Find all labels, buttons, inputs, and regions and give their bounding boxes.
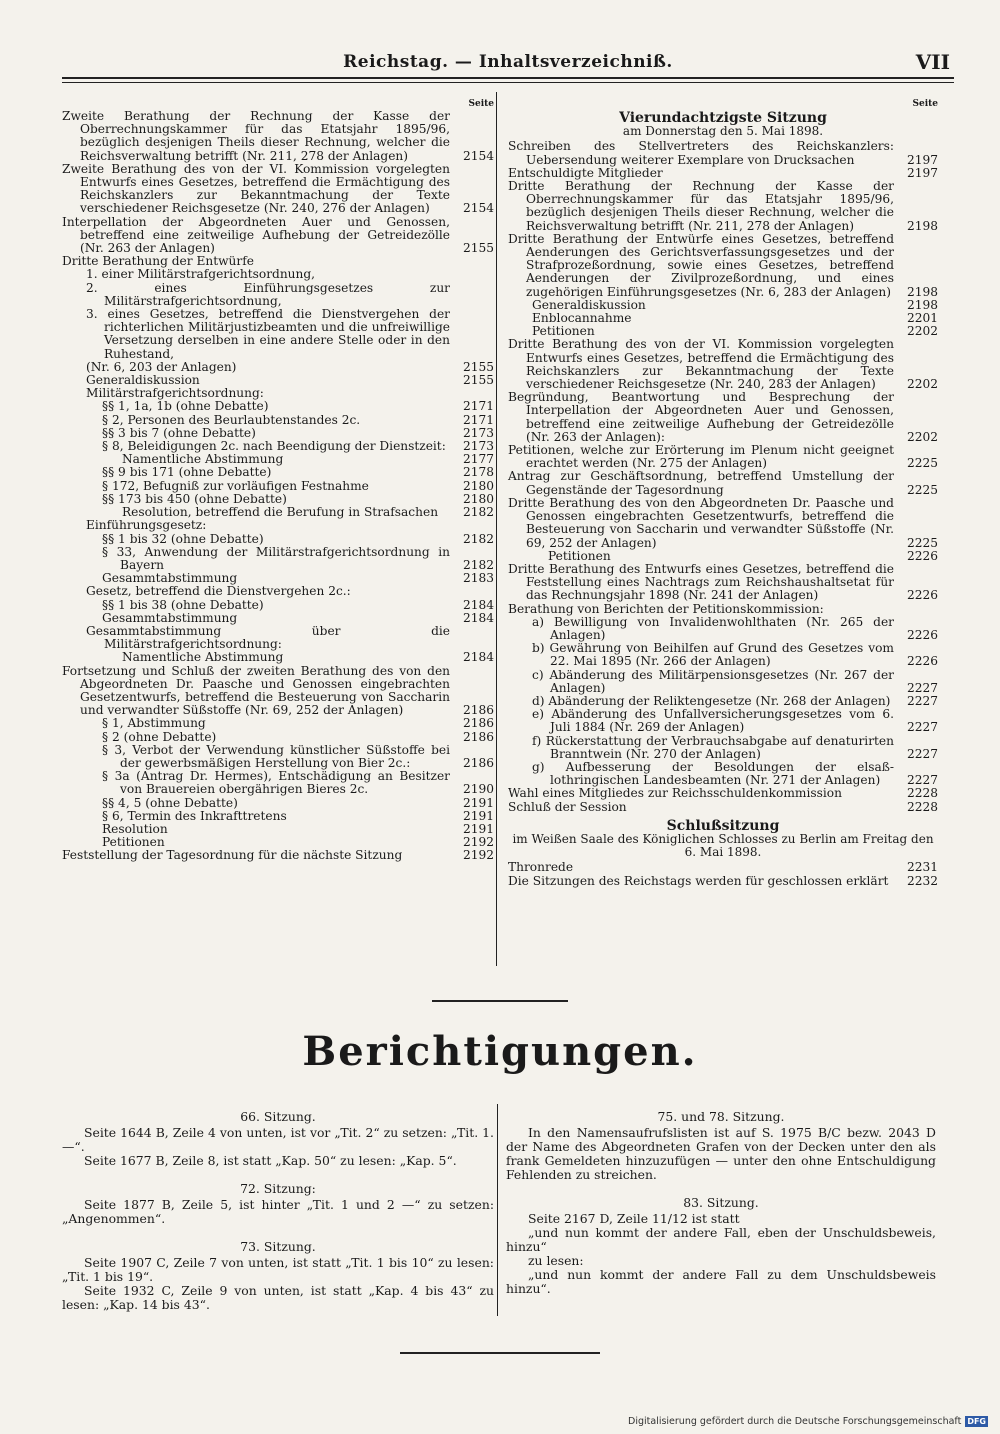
toc-entry-text: Schluß der Session	[508, 799, 627, 814]
toc-page-number: 2186	[462, 716, 494, 731]
seite-label: Seite	[912, 99, 938, 109]
toc-left-list	[62, 110, 494, 863]
corrections-right	[506, 1108, 936, 1296]
correction-session-heading: 75. und 78. Sitzung.	[657, 1109, 785, 1124]
toc-page-number: 2228	[906, 799, 938, 814]
toc-entry	[62, 400, 494, 413]
toc-page-number: 2228	[906, 786, 938, 801]
toc-page-number: 2173	[462, 439, 494, 454]
spacer	[62, 1168, 494, 1180]
toc-entry-text: Namentliche Abstimmung	[122, 650, 284, 665]
correction-text: Seite 1644 B, Zeile 4 von unten, ist vor „Tit. 2“ zu setzen: „Tit. 1.—“.	[62, 1125, 494, 1154]
toc-entry	[62, 414, 494, 427]
toc-page-number: 2198	[906, 284, 938, 299]
toc-page-number: 2198	[906, 297, 938, 312]
section-date: im Weißen Saale des Königlichen Schlosses zu Berlin am Freitag den 6. Mai 1898.	[512, 831, 934, 860]
toc-entry-text: § 2 (ohne Debatte)	[102, 729, 217, 744]
correction-text: Seite 1677 B, Zeile 8, ist statt „Kap. 50“ zu lesen: „Kap. 5“.	[84, 1153, 457, 1168]
toc-page-number: 2183	[462, 571, 494, 586]
toc-entry-text: Resolution	[102, 821, 168, 836]
toc-entry-text: § 1, Abstimmung	[102, 716, 206, 731]
toc-entry	[508, 669, 938, 695]
toc-entry-text: d) Abänderung der Reliktengesetze (Nr. 268 der Anlagen)	[532, 693, 891, 708]
toc-page-number: 2227	[906, 693, 938, 708]
column-divider	[497, 1104, 498, 1316]
toc-page-number: 2186	[462, 703, 494, 718]
toc-page-number: 2226	[906, 548, 938, 563]
toc-entry-text: Wahl eines Mitgliedes zur Reichsschuldenkommission	[508, 786, 842, 801]
end-rule	[400, 1352, 600, 1354]
toc-entry-text: Entschuldigte Mitglieder	[508, 165, 663, 180]
corrections-left	[62, 1108, 494, 1312]
footer	[628, 1416, 988, 1427]
toc-entry-text: Generaldiskussion	[532, 297, 646, 312]
page-number: VII	[915, 50, 950, 74]
toc-page-number: 2182	[462, 557, 494, 572]
toc-entry-text: Petitionen	[102, 835, 165, 850]
toc-entry-text: c) Abänderung des Militärpensionsgesetzes (Nr. 267 der Anlagen)	[532, 667, 894, 695]
toc-entry	[62, 651, 494, 664]
toc-entry-text: Dritte Berathung des von der VI. Kommission vorgelegten Entwurfs eines Gesetzes, betreffend die Ermächtigung des Reichskanzlers zur Bekanntmachung der Texte verschiedener Reichsgesetze (Nr. 240, 283 der Anlagen)	[508, 337, 894, 392]
correction-text: Seite 2167 D, Zeile 11/12 ist statt	[528, 1211, 740, 1226]
toc-entry	[508, 603, 938, 616]
toc-entry	[508, 801, 938, 814]
toc-page-number: 2202	[906, 429, 938, 444]
toc-entry	[508, 391, 938, 444]
toc-entry-text: Dritte Berathung der Entwürfe	[62, 254, 254, 269]
toc-page-number: 2186	[462, 729, 494, 744]
toc-left-column	[62, 98, 494, 863]
section-title: Vierundachtzigste Sitzung	[619, 110, 827, 126]
toc-page-number: 2225	[906, 535, 938, 550]
toc-entry-text: Generaldiskussion	[86, 373, 200, 388]
toc-entry	[508, 563, 938, 603]
toc-entry	[62, 599, 494, 612]
toc-entry-text: §§ 3 bis 7 (ohne Debatte)	[102, 425, 256, 440]
toc-page-number: 2173	[462, 425, 494, 440]
toc-page-number: 2190	[462, 782, 494, 797]
toc-entry	[62, 282, 494, 308]
header-rule-thin	[62, 82, 954, 83]
toc-page-number: 2226	[906, 627, 938, 642]
toc-entry-text: g) Aufbesserung der Besoldungen der elsaß-lothringischen Landesbeamten (Nr. 271 der Anlagen)	[532, 759, 894, 788]
toc-page-number: 2191	[462, 808, 494, 823]
toc-page-number: 2154	[462, 148, 494, 163]
toc-entry	[62, 585, 494, 598]
toc-page-number: 2155	[462, 373, 494, 388]
correction-session-heading: 72. Sitzung:	[240, 1181, 316, 1196]
toc-right-list	[508, 140, 938, 813]
toc-page-number: 2202	[906, 324, 938, 339]
toc-page-number: 2154	[462, 201, 494, 216]
toc-entry	[62, 612, 494, 625]
toc-entry-text: Namentliche Abstimmung	[122, 452, 284, 467]
toc-entry-text: Thronrede	[508, 860, 574, 875]
toc-page-number: 2155	[462, 359, 494, 374]
toc-page-number: 2177	[462, 452, 494, 467]
toc-page-number: 2192	[462, 848, 494, 863]
toc-page-number: 2225	[906, 482, 938, 497]
spacer	[506, 1182, 936, 1194]
spacer	[62, 1226, 494, 1238]
toc-entry-text: § 6, Termin des Inkrafttretens	[102, 808, 287, 823]
correction-text: „und nun kommt der andere Fall zu dem Unschuldsbeweis hinzu“.	[506, 1267, 936, 1296]
toc-entry	[62, 665, 494, 718]
toc-entry-text: §§ 4, 5 (ohne Debatte)	[102, 795, 238, 810]
toc-entry-text: §§ 1 bis 38 (ohne Debatte)	[102, 597, 264, 612]
toc-entry	[62, 533, 494, 546]
corrections-title: Berichtigungen.	[302, 1028, 698, 1075]
toc-page-number: 2178	[462, 465, 494, 480]
toc-entry	[62, 770, 494, 796]
section-title: Schlußsitzung	[666, 817, 780, 834]
correction-text: „und nun kommt der andere Fall, eben der Unschuldsbeweis, hinzu“	[506, 1225, 936, 1254]
toc-entry	[62, 744, 494, 770]
toc-entry	[508, 444, 938, 470]
toc-entry-text: Gesammtabstimmung	[102, 610, 238, 625]
toc-entry	[508, 875, 938, 888]
toc-page-number: 2201	[906, 311, 938, 326]
correction-text: In den Namensaufrufslisten ist auf S. 1975 B/C bezw. 2043 D der Name des Abgeordneten Grafen von der Decken unter den als frank Gemeldeten hinzuzufügen — unter den ohne Entschuldigung Fehlenden zu streichen.	[506, 1125, 936, 1182]
correction-session-heading: 83. Sitzung.	[683, 1195, 759, 1210]
toc-entry	[508, 616, 938, 642]
toc-entry	[62, 466, 494, 479]
toc-page-number: 2182	[462, 505, 494, 520]
toc-entry	[62, 625, 494, 651]
toc-entry-text: §§ 173 bis 450 (ohne Debatte)	[102, 491, 287, 506]
correction-text: zu lesen:	[528, 1253, 584, 1268]
toc-entry-text: § 3, Verbot der Verwendung künstlicher Süßstoffe bei der gewerbsmäßigen Herstellung von Bier 2c.:	[102, 742, 450, 770]
toc-entry-text: Interpellation der Abgeordneten Auer und Genossen, betreffend eine zeitweilige Aufhebung der Getreidezölle (Nr. 263 der Anlagen)	[62, 214, 450, 256]
toc-entry	[508, 861, 938, 874]
header-title: Reichstag. — Inhaltsverzeichniß.	[343, 52, 673, 72]
toc-entry	[508, 761, 938, 787]
toc-entry	[508, 708, 938, 734]
toc-entry	[62, 216, 494, 256]
toc-entry	[508, 338, 938, 391]
toc-entry-text: Antrag zur Geschäftsordnung, betreffend Umstellung der Gegenstände der Tagesordnung	[508, 469, 894, 497]
dfg-logo: DFG	[967, 1417, 986, 1426]
toc-page-number: 2197	[906, 165, 938, 180]
toc-entry	[508, 735, 938, 761]
correction-text: Seite 1907 C, Zeile 7 von unten, ist statt „Tit. 1 bis 10“ zu lesen: „Tit. 1 bis 19“.	[62, 1255, 494, 1284]
toc-entry-text: § 2, Personen des Beurlaubtenstandes 2c.	[102, 412, 361, 427]
correction-text: Seite 1932 C, Zeile 9 von unten, ist statt „Kap. 4 bis 43“ zu lesen: „Kap. 14 bis 43“.	[62, 1283, 494, 1312]
toc-entry	[62, 546, 494, 572]
toc-entry-text: e) Abänderung des Unfallversicherungsgesetzes vom 6. Juli 1884 (Nr. 269 der Anlagen)	[532, 707, 894, 735]
toc-page-number: 2171	[462, 399, 494, 414]
toc-entry-text: Enblocannahme	[532, 311, 632, 326]
toc-entry-text: Einführungsgesetz:	[86, 518, 207, 533]
toc-entry-text: § 33, Anwendung der Militärstrafgerichtsordnung in Bayern	[102, 544, 450, 572]
toc-entry	[508, 550, 938, 563]
toc-page-number: 2192	[462, 835, 494, 850]
correction-session-heading: 73. Sitzung.	[240, 1239, 316, 1254]
toc-entry	[508, 642, 938, 668]
toc-entry-text: §§ 1 bis 32 (ohne Debatte)	[102, 531, 264, 546]
toc-entry-text: Die Sitzungen des Reichstags werden für geschlossen erklärt	[508, 873, 889, 888]
toc-page-number: 2227	[906, 773, 938, 788]
toc-entry-text: Militärstrafgerichtsordnung:	[86, 386, 264, 401]
toc-entry	[62, 268, 494, 281]
toc-entry-text: Fortsetzung und Schluß der zweiten Berathung des von den Abgeordneten Dr. Paasche und Genossen eingebrachten Gesetzentwurfs, betreffend die Besteuerung von Saccharin und verwandter Süßstoffe (Nr. 69, 252 der Anlagen)	[62, 663, 450, 718]
toc-entry-text: Petitionen	[532, 324, 595, 339]
toc-entry	[62, 731, 494, 744]
toc-right-list-closing	[508, 861, 938, 887]
toc-page-number: 2226	[906, 654, 938, 669]
toc-entry	[508, 787, 938, 800]
toc-page-number: 2198	[906, 218, 938, 233]
header-rule	[62, 77, 954, 79]
toc-entry-text: Resolution, betreffend die Berufung in Strafsachen	[122, 505, 439, 520]
toc-page-number: 2171	[462, 412, 494, 427]
toc-entry	[508, 140, 938, 166]
toc-page-number: 2155	[462, 241, 494, 256]
toc-page-number: 2232	[906, 873, 938, 888]
toc-page-number: 2225	[906, 456, 938, 471]
toc-entry-text: §§ 9 bis 171 (ohne Debatte)	[102, 465, 272, 480]
toc-entry-text: Zweite Berathung des von der VI. Kommission vorgelegten Entwurfs eines Gesetzes, betreffend die Ermächtigung des Reichskanzlers zur Bekanntmachung der Texte verschiedener Reichsgesetze (Nr. 240, 276 der Anlagen)	[62, 161, 450, 216]
toc-entry-text: Zweite Berathung der Rechnung der Kasse der Oberrechnungskammer für das Etatsjahr 1895/96, bezüglich desjenigen Theils dieser Rechnung, welcher die Reichsverwaltung betrifft (Nr. 211, 278 der Anlagen)	[62, 109, 450, 163]
toc-page-number: 2191	[462, 821, 494, 836]
toc-page-number: 2197	[906, 152, 938, 167]
toc-right-column	[508, 98, 938, 888]
footer-text: Digitalisierung gefördert durch die Deutsche Forschungsgemeinschaft	[628, 1416, 962, 1427]
toc-entry-text: Dritte Berathung des Entwurfs eines Gesetzes, betreffend die Feststellung eines Nachtrags zum Reichshaushaltsetat für das Rechnungsjahr 1898 (Nr. 241 der Anlagen)	[508, 561, 894, 603]
correction-text: Seite 1877 B, Zeile 5, ist hinter „Tit. 1 und 2 —“ zu setzen: „Angenommen“.	[62, 1197, 494, 1226]
toc-entry-text: Feststellung der Tagesordnung für die nächste Sitzung	[62, 848, 403, 863]
toc-entry	[62, 480, 494, 493]
toc-entry-text: § 8, Beleidigungen 2c. nach Beendigung der Dienstzeit:	[102, 439, 446, 454]
toc-page-number: 2184	[462, 597, 494, 612]
toc-entry-text: § 3a (Antrag Dr. Hermes), Entschädigung an Besitzer von Brauereien obergährigen Bieres 2c.	[102, 769, 450, 797]
toc-entry	[62, 519, 494, 532]
toc-entry-text: 2. eines Einführungsgesetzes zur Militärstrafgerichtsordnung,	[86, 280, 450, 308]
toc-page-number: 2202	[906, 377, 938, 392]
toc-entry	[62, 797, 494, 810]
toc-page-number: 2180	[462, 491, 494, 506]
toc-entry	[508, 233, 938, 299]
toc-entry-text: f) Rückerstattung der Verbrauchsabgabe auf denaturirten Branntwein (Nr. 270 der Anlagen)	[532, 733, 894, 761]
toc-entry	[62, 717, 494, 730]
toc-entry-text: (Nr. 6, 203 der Anlagen)	[86, 359, 237, 374]
toc-page-number: 2184	[462, 610, 494, 625]
toc-entry-text: §§ 1, 1a, 1b (ohne Debatte)	[102, 399, 269, 414]
toc-entry-text: Gesetz, betreffend die Dienstvergehen 2c.:	[86, 584, 351, 599]
toc-entry	[508, 180, 938, 233]
page-header	[62, 46, 954, 80]
toc-entry-text: Begründung, Beantwortung und Besprechung der Interpellation der Abgeordneten Auer und Genossen, betreffend eine zeitweilige Aufhebung der Getreidezölle (Nr. 263 der Anlagen):	[508, 390, 894, 444]
toc-entry-text: Gesammtabstimmung	[102, 571, 238, 586]
toc-entry	[62, 308, 494, 361]
section-date: am Donnerstag den 5. Mai 1898.	[622, 124, 824, 139]
correction-session-heading: 66. Sitzung.	[240, 1109, 316, 1124]
toc-entry-text: Dritte Berathung der Rechnung der Kasse der Oberrechnungskammer für das Etatsjahr 1895/96, bezüglich desjenigen Theils dieser Rechnung, welcher die Reichsverwaltung betrifft (Nr. 211, 278 der Anlagen)	[508, 179, 894, 233]
toc-entry	[62, 110, 494, 163]
toc-entry-text: Berathung von Berichten der Petitionskommission:	[508, 601, 824, 616]
toc-page-number: 2227	[906, 680, 938, 695]
toc-page-number: 2191	[462, 795, 494, 810]
toc-entry	[62, 163, 494, 216]
toc-entry-text: Gesammtabstimmung über die Militärstrafgerichtsordnung:	[86, 623, 450, 652]
toc-entry	[62, 810, 494, 823]
toc-page-number: 2184	[462, 650, 494, 665]
toc-page-number: 2182	[462, 531, 494, 546]
toc-entry-text: Petitionen, welche zur Erörterung im Plenum nicht geeignet erachtet werden (Nr. 275 der Anlagen)	[508, 443, 894, 471]
toc-page-number: 2227	[906, 720, 938, 735]
toc-entry	[508, 497, 938, 550]
toc-entry	[508, 470, 938, 496]
toc-page-number: 2186	[462, 755, 494, 770]
toc-entry-text: Dritte Berathung der Entwürfe eines Gesetzes, betreffend Aenderungen des Gerichtsverfassungsgesetzes und der Strafprozeßordnung, sowie eines Gesetzes, betreffend Aenderungen der Zivilprozeßordnung, und eines zugehörigen Einführungsgesetzes (Nr. 6, 283 der Anlagen)	[508, 231, 894, 299]
toc-page-number: 2180	[462, 478, 494, 493]
toc-entry	[62, 849, 494, 862]
toc-page-number: 2227	[906, 746, 938, 761]
column-divider	[496, 92, 497, 966]
toc-entry-text: 1. einer Militärstrafgerichtsordnung,	[86, 267, 316, 282]
toc-entry-text: Schreiben des Stellvertreters des Reichskanzlers: Uebersendung weiterer Exemplare von Drucksachen	[508, 139, 894, 167]
toc-entry-text: Petitionen	[548, 548, 611, 563]
toc-page-number: 2231	[906, 860, 938, 875]
toc-entry-text: 3. eines Gesetzes, betreffend die Dienstvergehen der richterlichen Militärjustizbeamten und die unfreiwillige Versetzung derselben in eine andere Stelle oder in den Ruhestand,	[86, 307, 450, 361]
toc-page-number: 2226	[906, 588, 938, 603]
toc-entry-text: Dritte Berathung des von den Abgeordneten Dr. Paasche und Genossen eingebrachten Gesetzentwurfs, betreffend die Besteuerung von Saccharin und verwandter Süßstoffe (Nr. 69, 252 der Anlagen)	[508, 495, 894, 550]
toc-entry-text: a) Bewilligung von Invalidenwohlthaten (Nr. 265 der Anlagen)	[532, 614, 894, 642]
toc-entry-text: b) Gewährung von Beihilfen auf Grund des Gesetzes vom 22. Mai 1895 (Nr. 266 der Anlagen)	[532, 641, 894, 669]
seite-label: Seite	[468, 99, 494, 109]
section-rule	[432, 1000, 568, 1002]
toc-entry-text: § 172, Befugniß zur vorläufigen Festnahme	[102, 478, 369, 493]
